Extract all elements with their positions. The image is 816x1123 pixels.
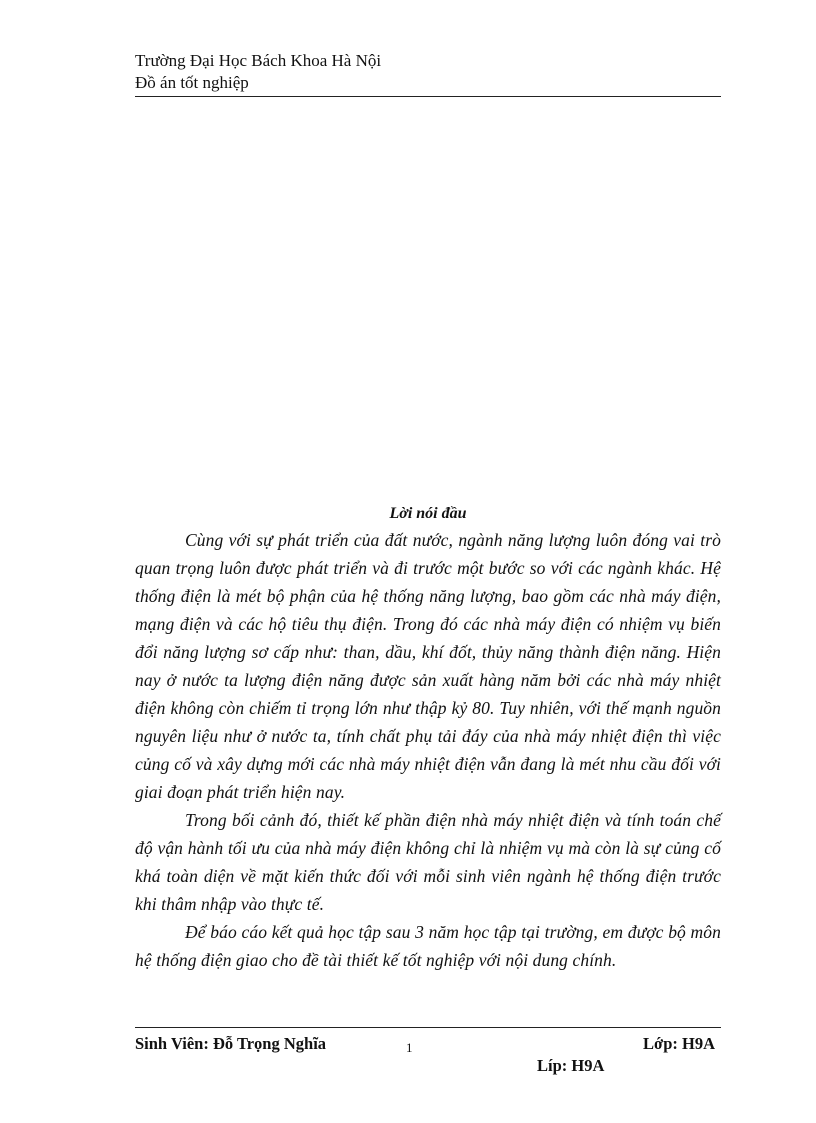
university-name: Trường Đại Học Bách Khoa Hà Nội [135, 51, 382, 70]
class-label-duplicate: Líp: H9A [537, 1056, 605, 1075]
section-title: Lời nói đầu [389, 505, 467, 522]
class-label: Lớp: H9A [643, 1034, 715, 1053]
page-header [135, 50, 721, 97]
main-content [135, 502, 721, 974]
page-number: 1 [406, 1040, 413, 1055]
paragraph-2: Trong bối cảnh đó, thiết kế phần điện nhà máy nhiệt điện và tính toán chế độ vận hành tối ưu của nhà máy điện không chỉ là nhiệm vụ mà còn là sự củng cố khá toàn diện về mặt kiến thức đối với mỗi sinh viên ngành hệ thống điện trước khi thâm nhập vào thực tế. [135, 810, 721, 914]
student-name: Sinh Viên: Đỗ Trọng Nghĩa [135, 1034, 327, 1053]
document-type: Đồ án tốt nghiệp [135, 73, 249, 92]
paragraph-1: Cùng với sự phát triển của đất nước, ngành năng lượng luôn đóng vai trò quan trọng luôn được phát triển và đi trước một bước so với các ngành khác. Hệ thống điện là mét bộ phận của hệ thống năng lượng, bao gồm các nhà máy điện, mạng điện và các hộ tiêu thụ điện. Trong đó các nhà máy điện có nhiệm vụ biến đổi năng lượng sơ cấp như: than, dầu, khí đốt, thủy năng thành điện năng. Hiện nay ở nước ta lượng điện năng được sản xuất hàng năm bởi các nhà máy nhiệt điện không còn chiếm tỉ trọng lớn như thập kỷ 80. Tuy nhiên, với thế mạnh nguồn nguyên liệu như ở nước ta, tính chất phụ tải đáy của nhà máy nhiệt điện thì việc củng cố và xây dựng mới các nhà máy nhiệt điện vẫn đang là mét nhu cầu đối với giai đoạn phát triển hiện nay. [135, 530, 721, 802]
paragraph-3: Để báo cáo kết quả học tập sau 3 năm học tập tại trường, em được bộ môn hệ thống điện giao cho đề tài thiết kế tốt nghiệp với nội dung chính. [135, 922, 721, 970]
page-footer [135, 1027, 721, 1088]
